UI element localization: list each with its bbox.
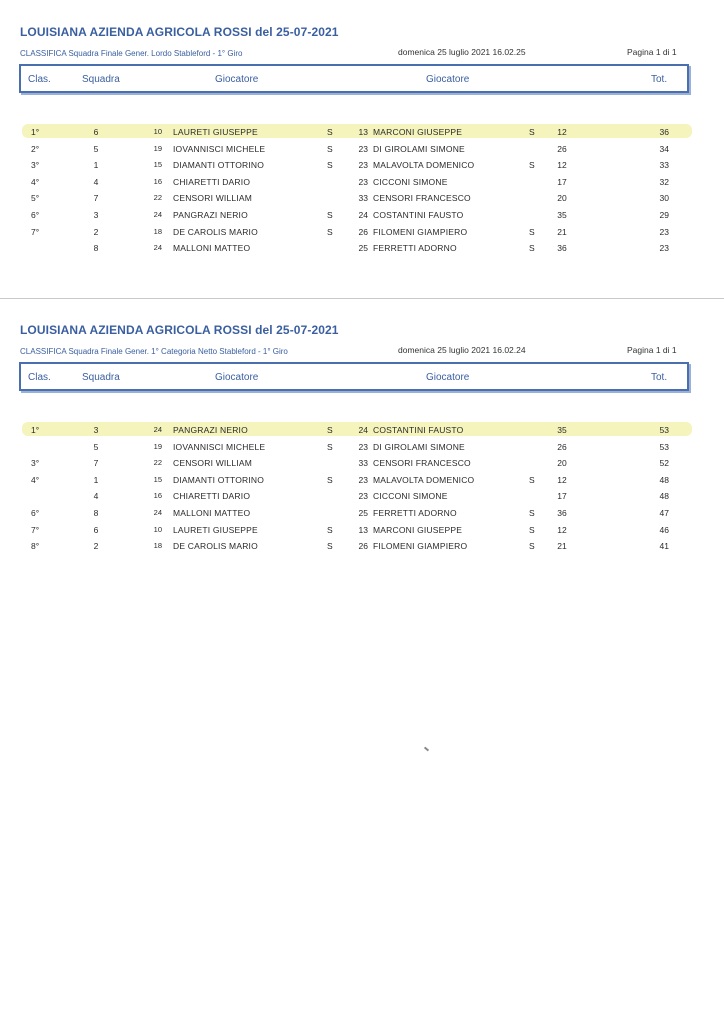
table-row [0, 227, 724, 243]
score-cell: 21 [557, 226, 567, 237]
score-cell: 35 [557, 425, 567, 435]
handicap-2-cell: 33 [358, 193, 368, 204]
total-cell: 32 [659, 176, 669, 187]
handicap-1-cell: 15 [153, 160, 162, 170]
player-1-name: LAURETI GIUSEPPE [173, 127, 258, 137]
header-clas: Clas. [28, 372, 51, 383]
total-cell: 30 [659, 193, 669, 204]
page-number: Pagina 1 di 1 [627, 47, 677, 57]
player-2-flag: S [529, 243, 535, 254]
table-row [0, 160, 724, 176]
handicap-1-cell: 22 [153, 193, 162, 203]
player-1-name: DE CAROLIS MARIO [173, 226, 258, 237]
player-1-name: CENSORI WILLIAM [173, 458, 253, 469]
player-2-flag: S [529, 127, 535, 137]
table-row [0, 243, 724, 259]
rank-cell: 1° [31, 425, 40, 435]
table-row [0, 442, 724, 458]
team-number-cell: 4 [93, 491, 99, 502]
rank-cell: 3° [31, 458, 40, 469]
total-cell: 36 [659, 127, 669, 137]
player-2-flag: S [529, 541, 535, 552]
handicap-1-cell: 10 [153, 524, 162, 534]
player-2-flag: S [529, 474, 535, 485]
player-2-name: MARCONI GIUSEPPE [373, 127, 463, 137]
player-1-name: CHIARETTI DARIO [173, 176, 251, 187]
player-2-name: DI GIROLAMI SIMONE [373, 143, 465, 154]
table-row [0, 177, 724, 193]
player-1-flag: S [327, 127, 333, 137]
score-cell: 12 [557, 160, 567, 171]
player-2-name: DI GIROLAMI SIMONE [373, 441, 465, 452]
player-1-flag: S [327, 441, 333, 452]
paper-mark [424, 747, 429, 752]
report-title: LOUISIANA AZIENDA AGRICOLA ROSSI del 25-07-2021 [20, 323, 339, 337]
table-row [0, 475, 724, 491]
player-2-name: MALAVOLTA DOMENICO [373, 474, 475, 485]
player-2-name: COSTANTINI FAUSTO [373, 425, 464, 435]
team-number-cell: 6 [93, 127, 99, 137]
total-cell: 29 [659, 210, 669, 220]
handicap-1-cell: 10 [153, 127, 162, 136]
handicap-1-cell: 16 [153, 491, 162, 501]
report-subtitle: CLASSIFICA Squadra Finale Gener. Lordo Stableford - 1° Giro [20, 49, 243, 58]
player-2-name: CICCONI SIMONE [373, 176, 448, 187]
player-2-name: CENSORI FRANCESCO [373, 458, 471, 469]
team-number-cell: 6 [93, 524, 99, 535]
handicap-1-cell: 24 [153, 508, 162, 517]
rank-cell: 8° [31, 541, 40, 552]
table-row [0, 193, 724, 209]
table-row [0, 210, 724, 226]
score-cell: 20 [557, 458, 567, 469]
player-2-name: FILOMENI GIAMPIERO [373, 541, 468, 552]
header-squadra: Squadra [82, 74, 120, 85]
score-cell: 20 [557, 193, 567, 204]
score-cell: 26 [557, 441, 567, 452]
handicap-1-cell: 24 [153, 243, 162, 253]
handicap-1-cell: 24 [153, 425, 162, 434]
rank-cell: 3° [31, 160, 40, 171]
team-number-cell: 3 [93, 210, 99, 220]
handicap-2-cell: 25 [358, 243, 368, 254]
player-1-name: IOVANNISCI MICHELE [173, 441, 266, 452]
player-1-flag: S [327, 160, 333, 171]
handicap-2-cell: 24 [358, 210, 368, 220]
player-1-name: CHIARETTI DARIO [173, 491, 251, 502]
player-2-name: CICCONI SIMONE [373, 491, 448, 502]
player-2-name: CENSORI FRANCESCO [373, 193, 471, 204]
handicap-1-cell: 16 [153, 176, 162, 186]
total-cell: 53 [659, 425, 669, 435]
score-cell: 17 [557, 491, 567, 502]
total-cell: 48 [659, 474, 669, 485]
player-2-flag: S [529, 226, 535, 237]
team-number-cell: 1 [93, 474, 99, 485]
table-row [0, 127, 724, 143]
table-row [0, 508, 724, 524]
team-number-cell: 2 [93, 541, 99, 552]
player-1-name: MALLONI MATTEO [173, 508, 251, 518]
handicap-2-cell: 26 [358, 226, 368, 237]
player-2-flag: S [529, 160, 535, 171]
header-squadra: Squadra [82, 372, 120, 383]
rank-cell: 2° [31, 143, 40, 154]
total-cell: 52 [659, 458, 669, 469]
team-number-cell: 8 [93, 243, 99, 254]
player-2-flag: S [529, 524, 535, 535]
player-1-name: MALLONI MATTEO [173, 243, 251, 254]
table-header [19, 64, 689, 93]
player-2-name: FERRETTI ADORNO [373, 508, 457, 518]
player-1-name: DIAMANTI OTTORINO [173, 160, 265, 171]
handicap-2-cell: 13 [358, 127, 368, 137]
header-giocatore-2: Giocatore [426, 372, 470, 383]
rank-cell: 7° [31, 524, 40, 535]
player-2-name: COSTANTINI FAUSTO [373, 210, 464, 220]
handicap-1-cell: 22 [153, 458, 162, 468]
team-number-cell: 8 [93, 508, 99, 518]
header-clas: Clas. [28, 74, 51, 85]
header-tot: Tot. [651, 74, 668, 85]
page-divider [0, 298, 724, 299]
player-2-name: FERRETTI ADORNO [373, 243, 457, 254]
page-number: Pagina 1 di 1 [627, 345, 677, 355]
rank-cell: 6° [31, 210, 40, 220]
handicap-1-cell: 24 [153, 210, 162, 219]
total-cell: 53 [659, 441, 669, 452]
handicap-1-cell: 18 [153, 226, 162, 236]
header-giocatore-2: Giocatore [426, 74, 470, 85]
player-1-flag: S [327, 226, 333, 237]
table-row [0, 525, 724, 541]
handicap-2-cell: 23 [358, 176, 368, 187]
handicap-1-cell: 18 [153, 541, 162, 551]
score-cell: 35 [557, 210, 567, 220]
player-2-name: FILOMENI GIAMPIERO [373, 226, 468, 237]
handicap-2-cell: 23 [358, 441, 368, 452]
handicap-2-cell: 23 [358, 143, 368, 154]
team-number-cell: 7 [93, 193, 99, 204]
player-1-flag: S [327, 143, 333, 154]
report-subtitle: CLASSIFICA Squadra Finale Gener. 1° Categoria Netto Stableford - 1° Giro [20, 347, 288, 356]
report-date: domenica 25 luglio 2021 16.02.25 [398, 47, 526, 57]
total-cell: 23 [659, 243, 669, 254]
score-cell: 36 [557, 508, 567, 518]
player-1-name: IOVANNISCI MICHELE [173, 143, 266, 154]
rank-cell: 7° [31, 226, 40, 237]
score-cell: 21 [557, 541, 567, 552]
score-cell: 36 [557, 243, 567, 254]
report-date: domenica 25 luglio 2021 16.02.24 [398, 345, 526, 355]
team-number-cell: 5 [93, 441, 99, 452]
rank-cell: 4° [31, 176, 40, 187]
total-cell: 46 [659, 524, 669, 535]
handicap-2-cell: 33 [358, 458, 368, 469]
player-1-flag: S [327, 524, 333, 535]
team-number-cell: 4 [93, 176, 99, 187]
total-cell: 47 [659, 508, 669, 518]
handicap-2-cell: 23 [358, 474, 368, 485]
team-number-cell: 2 [93, 226, 99, 237]
team-number-cell: 5 [93, 143, 99, 154]
player-1-name: DIAMANTI OTTORINO [173, 474, 265, 485]
player-1-name: DE CAROLIS MARIO [173, 541, 258, 552]
player-2-name: MALAVOLTA DOMENICO [373, 160, 475, 171]
header-giocatore-1: Giocatore [215, 372, 259, 383]
handicap-2-cell: 25 [358, 508, 368, 518]
total-cell: 48 [659, 491, 669, 502]
table-header [19, 362, 689, 391]
team-number-cell: 7 [93, 458, 99, 469]
table-row [0, 541, 724, 557]
score-cell: 12 [557, 474, 567, 485]
total-cell: 23 [659, 226, 669, 237]
score-cell: 17 [557, 176, 567, 187]
player-1-name: PANGRAZI NERIO [173, 425, 248, 435]
player-2-flag: S [529, 508, 535, 518]
total-cell: 34 [659, 143, 669, 154]
rank-cell: 1° [31, 127, 40, 137]
handicap-1-cell: 19 [153, 143, 162, 153]
player-1-flag: S [327, 210, 333, 220]
table-row [0, 425, 724, 441]
table-row [0, 144, 724, 160]
score-cell: 12 [557, 524, 567, 535]
handicap-2-cell: 13 [358, 524, 368, 535]
report-title: LOUISIANA AZIENDA AGRICOLA ROSSI del 25-07-2021 [20, 25, 339, 39]
handicap-2-cell: 24 [358, 425, 368, 435]
player-1-flag: S [327, 425, 333, 435]
rank-cell: 6° [31, 508, 40, 518]
table-row [0, 491, 724, 507]
handicap-2-cell: 23 [358, 491, 368, 502]
team-number-cell: 1 [93, 160, 99, 171]
player-1-name: LAURETI GIUSEPPE [173, 524, 258, 535]
header-tot: Tot. [651, 372, 668, 383]
total-cell: 41 [659, 541, 669, 552]
player-1-flag: S [327, 474, 333, 485]
score-cell: 12 [557, 127, 567, 137]
handicap-1-cell: 15 [153, 474, 162, 484]
handicap-2-cell: 26 [358, 541, 368, 552]
header-giocatore-1: Giocatore [215, 74, 259, 85]
handicap-2-cell: 23 [358, 160, 368, 171]
player-1-flag: S [327, 541, 333, 552]
rank-cell: 4° [31, 474, 40, 485]
rank-cell: 5° [31, 193, 40, 204]
table-row [0, 458, 724, 474]
player-2-name: MARCONI GIUSEPPE [373, 524, 463, 535]
score-cell: 26 [557, 143, 567, 154]
handicap-1-cell: 19 [153, 441, 162, 451]
player-1-name: CENSORI WILLIAM [173, 193, 253, 204]
team-number-cell: 3 [93, 425, 99, 435]
total-cell: 33 [659, 160, 669, 171]
player-1-name: PANGRAZI NERIO [173, 210, 248, 220]
